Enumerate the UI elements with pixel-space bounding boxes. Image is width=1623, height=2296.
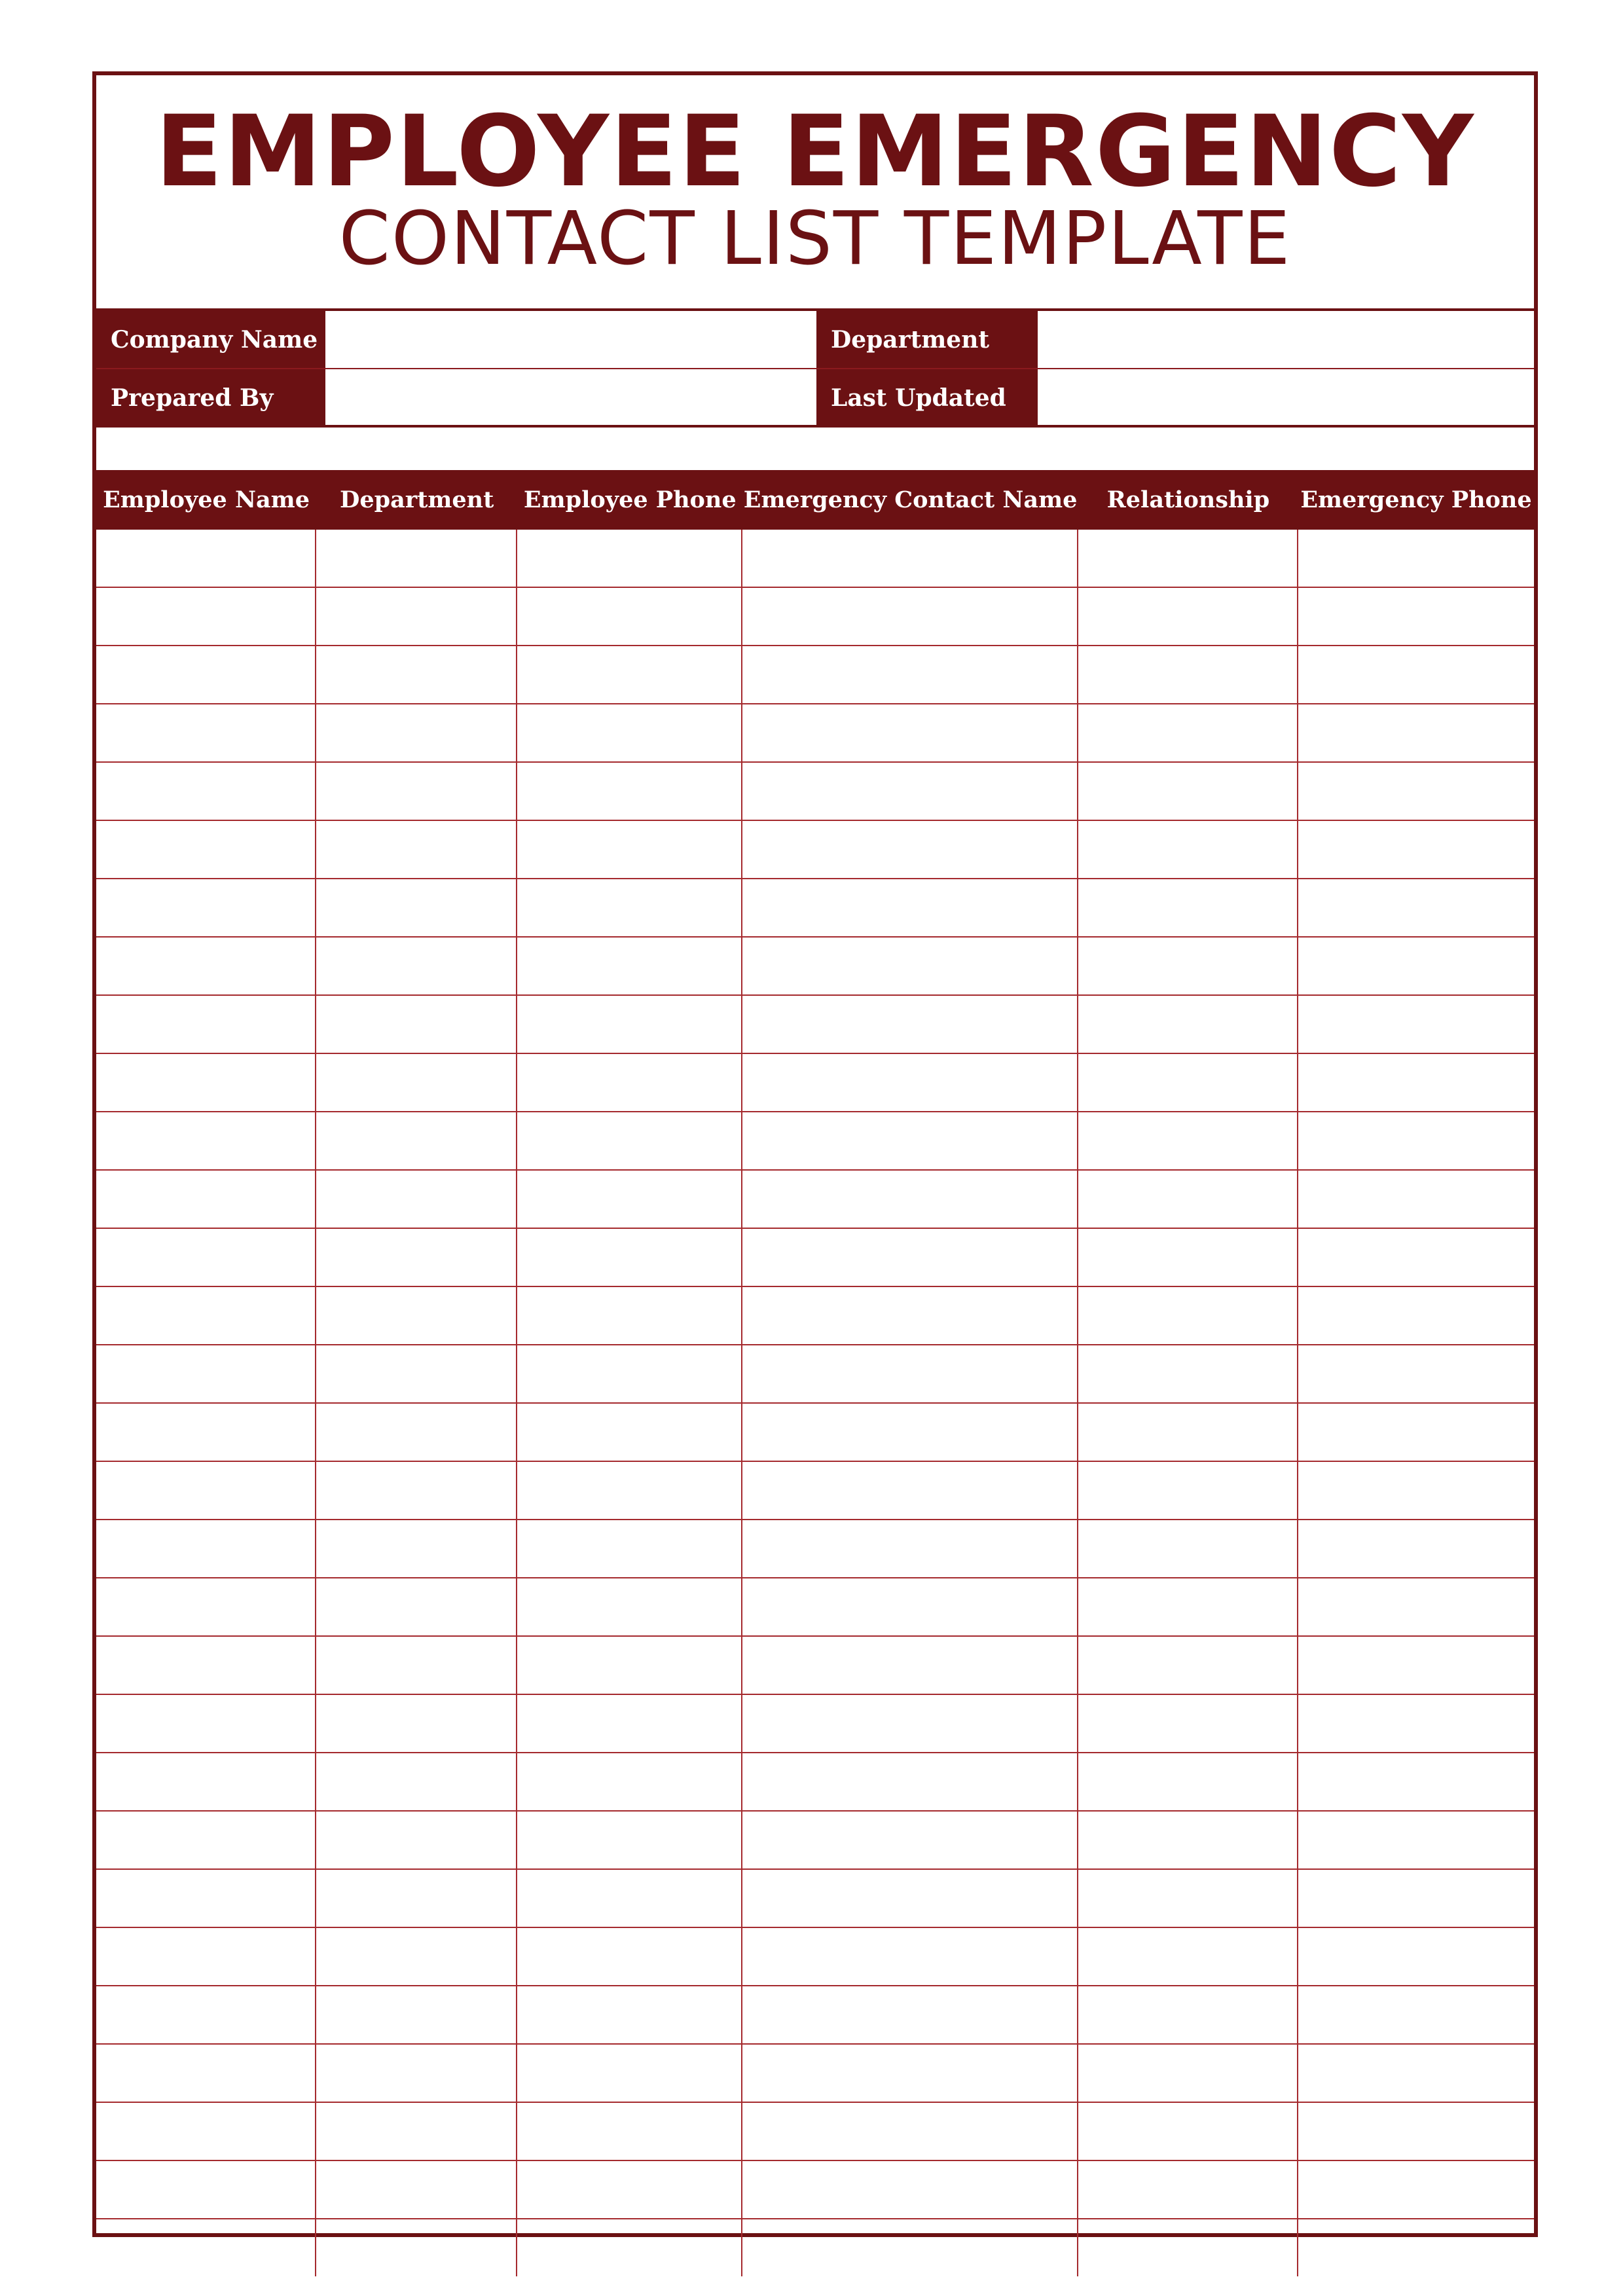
emergency-phone-cell[interactable] xyxy=(1298,2219,1534,2276)
relationship-cell[interactable] xyxy=(1078,1345,1298,1402)
employee-phone-cell[interactable] xyxy=(517,1870,742,1927)
header-relationship: Relationship xyxy=(1106,486,1270,513)
department-cell[interactable] xyxy=(316,2161,517,2218)
relationship-cell[interactable] xyxy=(1078,1578,1298,1635)
employee-name-cell[interactable] xyxy=(96,1112,316,1169)
relationship-cell[interactable] xyxy=(1078,530,1298,587)
employee-phone-cell[interactable] xyxy=(517,2219,742,2276)
table-row xyxy=(96,821,1534,879)
department-cell[interactable] xyxy=(316,1986,517,2043)
department-cell[interactable] xyxy=(316,530,517,587)
emergency-contact-name-cell[interactable] xyxy=(742,1287,1078,1344)
table-row xyxy=(96,646,1534,704)
emergency-phone-cell[interactable] xyxy=(1298,1520,1534,1577)
employee-name-cell[interactable] xyxy=(96,2219,316,2276)
header-employee-name: Employee Name xyxy=(103,486,310,513)
employee-phone-cell[interactable] xyxy=(517,879,742,936)
employee-name-cell[interactable] xyxy=(96,1520,316,1577)
employee-name-cell[interactable] xyxy=(96,1171,316,1228)
department-cell[interactable] xyxy=(316,2045,517,2102)
employee-phone-cell[interactable] xyxy=(517,1229,742,1286)
employee-name-cell[interactable] xyxy=(96,1695,316,1752)
relationship-cell[interactable] xyxy=(1078,1695,1298,1752)
emergency-phone-cell[interactable] xyxy=(1298,763,1534,820)
employee-name-cell[interactable] xyxy=(96,938,316,994)
employee-phone-cell[interactable] xyxy=(517,1112,742,1169)
company-name-field[interactable] xyxy=(325,311,816,368)
emergency-phone-cell[interactable] xyxy=(1298,1637,1534,1694)
table-row xyxy=(96,1928,1534,1986)
employee-phone-cell[interactable] xyxy=(517,821,742,878)
department-cell[interactable] xyxy=(316,1462,517,1519)
emergency-contact-name-cell[interactable] xyxy=(742,1112,1078,1169)
emergency-contact-name-cell[interactable] xyxy=(742,1986,1078,2043)
employee-phone-cell[interactable] xyxy=(517,1287,742,1344)
relationship-cell[interactable] xyxy=(1078,646,1298,703)
emergency-phone-cell[interactable] xyxy=(1298,1404,1534,1461)
employee-name-cell[interactable] xyxy=(96,879,316,936)
table-row xyxy=(96,1578,1534,1637)
employee-name-cell[interactable] xyxy=(96,1287,316,1344)
employee-name-cell[interactable] xyxy=(96,1462,316,1519)
emergency-contact-name-cell[interactable] xyxy=(742,2103,1078,2160)
department-label: Department xyxy=(816,311,1038,368)
relationship-cell[interactable] xyxy=(1078,1637,1298,1694)
table-row xyxy=(96,763,1534,821)
employee-phone-cell[interactable] xyxy=(517,1637,742,1694)
emergency-phone-cell[interactable] xyxy=(1298,1870,1534,1927)
relationship-cell[interactable] xyxy=(1078,1287,1298,1344)
employee-phone-cell[interactable] xyxy=(517,1054,742,1111)
relationship-cell[interactable] xyxy=(1078,996,1298,1053)
emergency-phone-cell[interactable] xyxy=(1298,588,1534,645)
employee-phone-cell[interactable] xyxy=(517,763,742,820)
emergency-phone-cell[interactable] xyxy=(1298,2161,1534,2218)
header-employee-phone: Employee Phone xyxy=(523,486,737,513)
emergency-contact-name-cell[interactable] xyxy=(742,1462,1078,1519)
employee-phone-cell[interactable] xyxy=(517,2045,742,2102)
employee-phone-cell[interactable] xyxy=(517,2103,742,2160)
employee-name-cell[interactable] xyxy=(96,1345,316,1402)
employee-name-cell[interactable] xyxy=(96,1928,316,1985)
emergency-phone-cell[interactable] xyxy=(1298,646,1534,703)
last-updated-label: Last Updated xyxy=(816,369,1038,426)
table-row xyxy=(96,1287,1534,1345)
employee-phone-cell[interactable] xyxy=(517,588,742,645)
employee-phone-cell[interactable] xyxy=(517,1345,742,1402)
emergency-phone-cell[interactable] xyxy=(1298,1112,1534,1169)
emergency-contact-name-cell[interactable] xyxy=(742,879,1078,936)
employee-name-cell[interactable] xyxy=(96,530,316,587)
emergency-phone-cell[interactable] xyxy=(1298,530,1534,587)
employee-phone-cell[interactable] xyxy=(517,1578,742,1635)
relationship-cell[interactable] xyxy=(1078,1112,1298,1169)
emergency-contact-name-cell[interactable] xyxy=(742,2219,1078,2276)
prepared-by-label: Prepared By xyxy=(96,369,325,426)
emergency-phone-cell[interactable] xyxy=(1298,1812,1534,1868)
relationship-cell[interactable] xyxy=(1078,588,1298,645)
employee-phone-cell[interactable] xyxy=(517,1462,742,1519)
relationship-cell[interactable] xyxy=(1078,1520,1298,1577)
header-emergency-phone: Emergency Phone xyxy=(1300,486,1532,513)
emergency-contact-name-cell[interactable] xyxy=(742,938,1078,994)
employee-name-cell[interactable] xyxy=(96,1404,316,1461)
table-row xyxy=(96,1986,1534,2045)
table-row xyxy=(96,2103,1534,2161)
emergency-contact-name-cell[interactable] xyxy=(742,530,1078,587)
relationship-cell[interactable] xyxy=(1078,1928,1298,1985)
department-cell[interactable] xyxy=(316,1287,517,1344)
department-cell[interactable] xyxy=(316,763,517,820)
department-cell[interactable] xyxy=(316,1404,517,1461)
employee-phone-cell[interactable] xyxy=(517,938,742,994)
employee-name-cell[interactable] xyxy=(96,1578,316,1635)
relationship-cell[interactable] xyxy=(1078,938,1298,994)
table-row xyxy=(96,1229,1534,1287)
employee-name-cell[interactable] xyxy=(96,704,316,761)
table-row xyxy=(96,1171,1534,1229)
relationship-cell[interactable] xyxy=(1078,879,1298,936)
emergency-contact-name-cell[interactable] xyxy=(742,1753,1078,1810)
department-cell[interactable] xyxy=(316,1695,517,1752)
emergency-phone-cell[interactable] xyxy=(1298,1054,1534,1111)
department-cell[interactable] xyxy=(316,821,517,878)
employee-name-cell[interactable] xyxy=(96,1812,316,1868)
emergency-contact-name-cell[interactable] xyxy=(742,646,1078,703)
table-row xyxy=(96,996,1534,1054)
emergency-contact-name-cell[interactable] xyxy=(742,1578,1078,1635)
department-cell[interactable] xyxy=(316,938,517,994)
table-row xyxy=(96,1870,1534,1928)
table-row xyxy=(96,1637,1534,1695)
relationship-cell[interactable] xyxy=(1078,1171,1298,1228)
table-row xyxy=(96,1112,1534,1171)
page-subtitle: CONTACT LIST TEMPLATE xyxy=(338,196,1292,282)
table-row xyxy=(96,2219,1534,2276)
emergency-contact-name-cell[interactable] xyxy=(742,1345,1078,1402)
relationship-cell[interactable] xyxy=(1078,1812,1298,1868)
emergency-contact-name-cell[interactable] xyxy=(742,821,1078,878)
table-row xyxy=(96,530,1534,588)
table-row xyxy=(96,1054,1534,1112)
emergency-phone-cell[interactable] xyxy=(1298,2045,1534,2102)
employee-phone-cell[interactable] xyxy=(517,1753,742,1810)
prepared-by-field[interactable] xyxy=(325,369,816,426)
company-name-label: Company Name xyxy=(96,311,325,368)
relationship-cell[interactable] xyxy=(1078,2219,1298,2276)
info-section xyxy=(96,308,1534,428)
department-cell[interactable] xyxy=(316,704,517,761)
department-cell[interactable] xyxy=(316,1812,517,1868)
emergency-phone-cell[interactable] xyxy=(1298,1695,1534,1752)
employee-name-cell[interactable] xyxy=(96,588,316,645)
table-row xyxy=(96,938,1534,996)
emergency-phone-cell[interactable] xyxy=(1298,821,1534,878)
emergency-phone-cell[interactable] xyxy=(1298,704,1534,761)
table-row xyxy=(96,1462,1534,1520)
department-cell[interactable] xyxy=(316,1870,517,1927)
emergency-contact-name-cell[interactable] xyxy=(742,1870,1078,1927)
table-row xyxy=(96,1695,1534,1753)
table-row xyxy=(96,704,1534,763)
relationship-cell[interactable] xyxy=(1078,2161,1298,2218)
employee-phone-cell[interactable] xyxy=(517,1928,742,1985)
emergency-phone-cell[interactable] xyxy=(1298,996,1534,1053)
relationship-cell[interactable] xyxy=(1078,763,1298,820)
employee-name-cell[interactable] xyxy=(96,1229,316,1286)
relationship-cell[interactable] xyxy=(1078,1753,1298,1810)
emergency-phone-cell[interactable] xyxy=(1298,2103,1534,2160)
emergency-contact-name-cell[interactable] xyxy=(742,588,1078,645)
department-cell[interactable] xyxy=(316,2103,517,2160)
employee-name-cell[interactable] xyxy=(96,1054,316,1111)
employee-phone-cell[interactable] xyxy=(517,1695,742,1752)
emergency-contact-name-cell[interactable] xyxy=(742,1171,1078,1228)
department-cell[interactable] xyxy=(316,1520,517,1577)
employee-name-cell[interactable] xyxy=(96,763,316,820)
table-row xyxy=(96,1404,1534,1462)
table-body xyxy=(96,530,1534,2276)
table-row xyxy=(96,1753,1534,1812)
department-field[interactable] xyxy=(1038,311,1538,368)
emergency-contact-name-cell[interactable] xyxy=(742,1695,1078,1752)
header-department: Department xyxy=(340,486,494,513)
relationship-cell[interactable] xyxy=(1078,1462,1298,1519)
emergency-phone-cell[interactable] xyxy=(1298,1986,1534,2043)
emergency-contact-name-cell[interactable] xyxy=(742,2161,1078,2218)
emergency-phone-cell[interactable] xyxy=(1298,1287,1534,1344)
emergency-contact-name-cell[interactable] xyxy=(742,1404,1078,1461)
table-row xyxy=(96,2161,1534,2219)
relationship-cell[interactable] xyxy=(1078,2045,1298,2102)
employee-name-cell[interactable] xyxy=(96,1870,316,1927)
employee-phone-cell[interactable] xyxy=(517,1404,742,1461)
employee-phone-cell[interactable] xyxy=(517,1171,742,1228)
emergency-phone-cell[interactable] xyxy=(1298,1928,1534,1985)
employee-phone-cell[interactable] xyxy=(517,1986,742,2043)
page-title: EMPLOYEE EMERGENCY xyxy=(155,95,1475,209)
relationship-cell[interactable] xyxy=(1078,704,1298,761)
emergency-phone-cell[interactable] xyxy=(1298,1229,1534,1286)
department-cell[interactable] xyxy=(316,1637,517,1694)
emergency-contact-name-cell[interactable] xyxy=(742,763,1078,820)
department-cell[interactable] xyxy=(316,1753,517,1810)
relationship-cell[interactable] xyxy=(1078,821,1298,878)
info-row-2 xyxy=(96,369,1534,426)
emergency-phone-cell[interactable] xyxy=(1298,879,1534,936)
relationship-cell[interactable] xyxy=(1078,1404,1298,1461)
employee-name-cell[interactable] xyxy=(96,996,316,1053)
emergency-phone-cell[interactable] xyxy=(1298,1578,1534,1635)
relationship-cell[interactable] xyxy=(1078,1229,1298,1286)
department-cell[interactable] xyxy=(316,588,517,645)
title-area xyxy=(96,75,1534,308)
table-row xyxy=(96,1520,1534,1578)
header-emergency-contact-name: Emergency Contact Name xyxy=(743,486,1078,513)
emergency-contact-name-cell[interactable] xyxy=(742,1637,1078,1694)
emergency-contact-name-cell[interactable] xyxy=(742,996,1078,1053)
department-cell[interactable] xyxy=(316,996,517,1053)
employee-phone-cell[interactable] xyxy=(517,646,742,703)
employee-phone-cell[interactable] xyxy=(517,1520,742,1577)
employee-phone-cell[interactable] xyxy=(517,2161,742,2218)
form-frame xyxy=(92,71,1538,2237)
employee-name-cell[interactable] xyxy=(96,2103,316,2160)
employee-name-cell[interactable] xyxy=(96,1986,316,2043)
employee-name-cell[interactable] xyxy=(96,646,316,703)
emergency-phone-cell[interactable] xyxy=(1298,1171,1534,1228)
table-header xyxy=(96,470,1534,530)
employee-name-cell[interactable] xyxy=(96,1637,316,1694)
table-row xyxy=(96,588,1534,646)
department-cell[interactable] xyxy=(316,2219,517,2276)
emergency-contact-name-cell[interactable] xyxy=(742,1928,1078,1985)
department-cell[interactable] xyxy=(316,646,517,703)
emergency-contact-name-cell[interactable] xyxy=(742,704,1078,761)
emergency-contact-name-cell[interactable] xyxy=(742,2045,1078,2102)
employee-phone-cell[interactable] xyxy=(517,1812,742,1868)
relationship-cell[interactable] xyxy=(1078,2103,1298,2160)
employee-phone-cell[interactable] xyxy=(517,704,742,761)
department-cell[interactable] xyxy=(316,1345,517,1402)
department-cell[interactable] xyxy=(316,1054,517,1111)
info-row-1 xyxy=(96,311,1534,369)
last-updated-field[interactable] xyxy=(1038,369,1538,426)
emergency-contact-name-cell[interactable] xyxy=(742,1054,1078,1111)
department-cell[interactable] xyxy=(316,1112,517,1169)
employee-name-cell[interactable] xyxy=(96,1753,316,1810)
employee-name-cell[interactable] xyxy=(96,2045,316,2102)
department-cell[interactable] xyxy=(316,1578,517,1635)
table-row xyxy=(96,1345,1534,1404)
department-cell[interactable] xyxy=(316,1171,517,1228)
employee-name-cell[interactable] xyxy=(96,821,316,878)
employee-phone-cell[interactable] xyxy=(517,530,742,587)
emergency-contact-name-cell[interactable] xyxy=(742,1520,1078,1577)
emergency-phone-cell[interactable] xyxy=(1298,1462,1534,1519)
emergency-phone-cell[interactable] xyxy=(1298,938,1534,994)
table-row xyxy=(96,2045,1534,2103)
employee-name-cell[interactable] xyxy=(96,2161,316,2218)
department-cell[interactable] xyxy=(316,879,517,936)
emergency-contact-name-cell[interactable] xyxy=(742,1812,1078,1868)
emergency-phone-cell[interactable] xyxy=(1298,1753,1534,1810)
relationship-cell[interactable] xyxy=(1078,1054,1298,1111)
table-row xyxy=(96,1812,1534,1870)
emergency-phone-cell[interactable] xyxy=(1298,1345,1534,1402)
emergency-contact-name-cell[interactable] xyxy=(742,1229,1078,1286)
relationship-cell[interactable] xyxy=(1078,1870,1298,1927)
department-cell[interactable] xyxy=(316,1928,517,1985)
department-cell[interactable] xyxy=(316,1229,517,1286)
employee-phone-cell[interactable] xyxy=(517,996,742,1053)
table-row xyxy=(96,879,1534,938)
relationship-cell[interactable] xyxy=(1078,1986,1298,2043)
